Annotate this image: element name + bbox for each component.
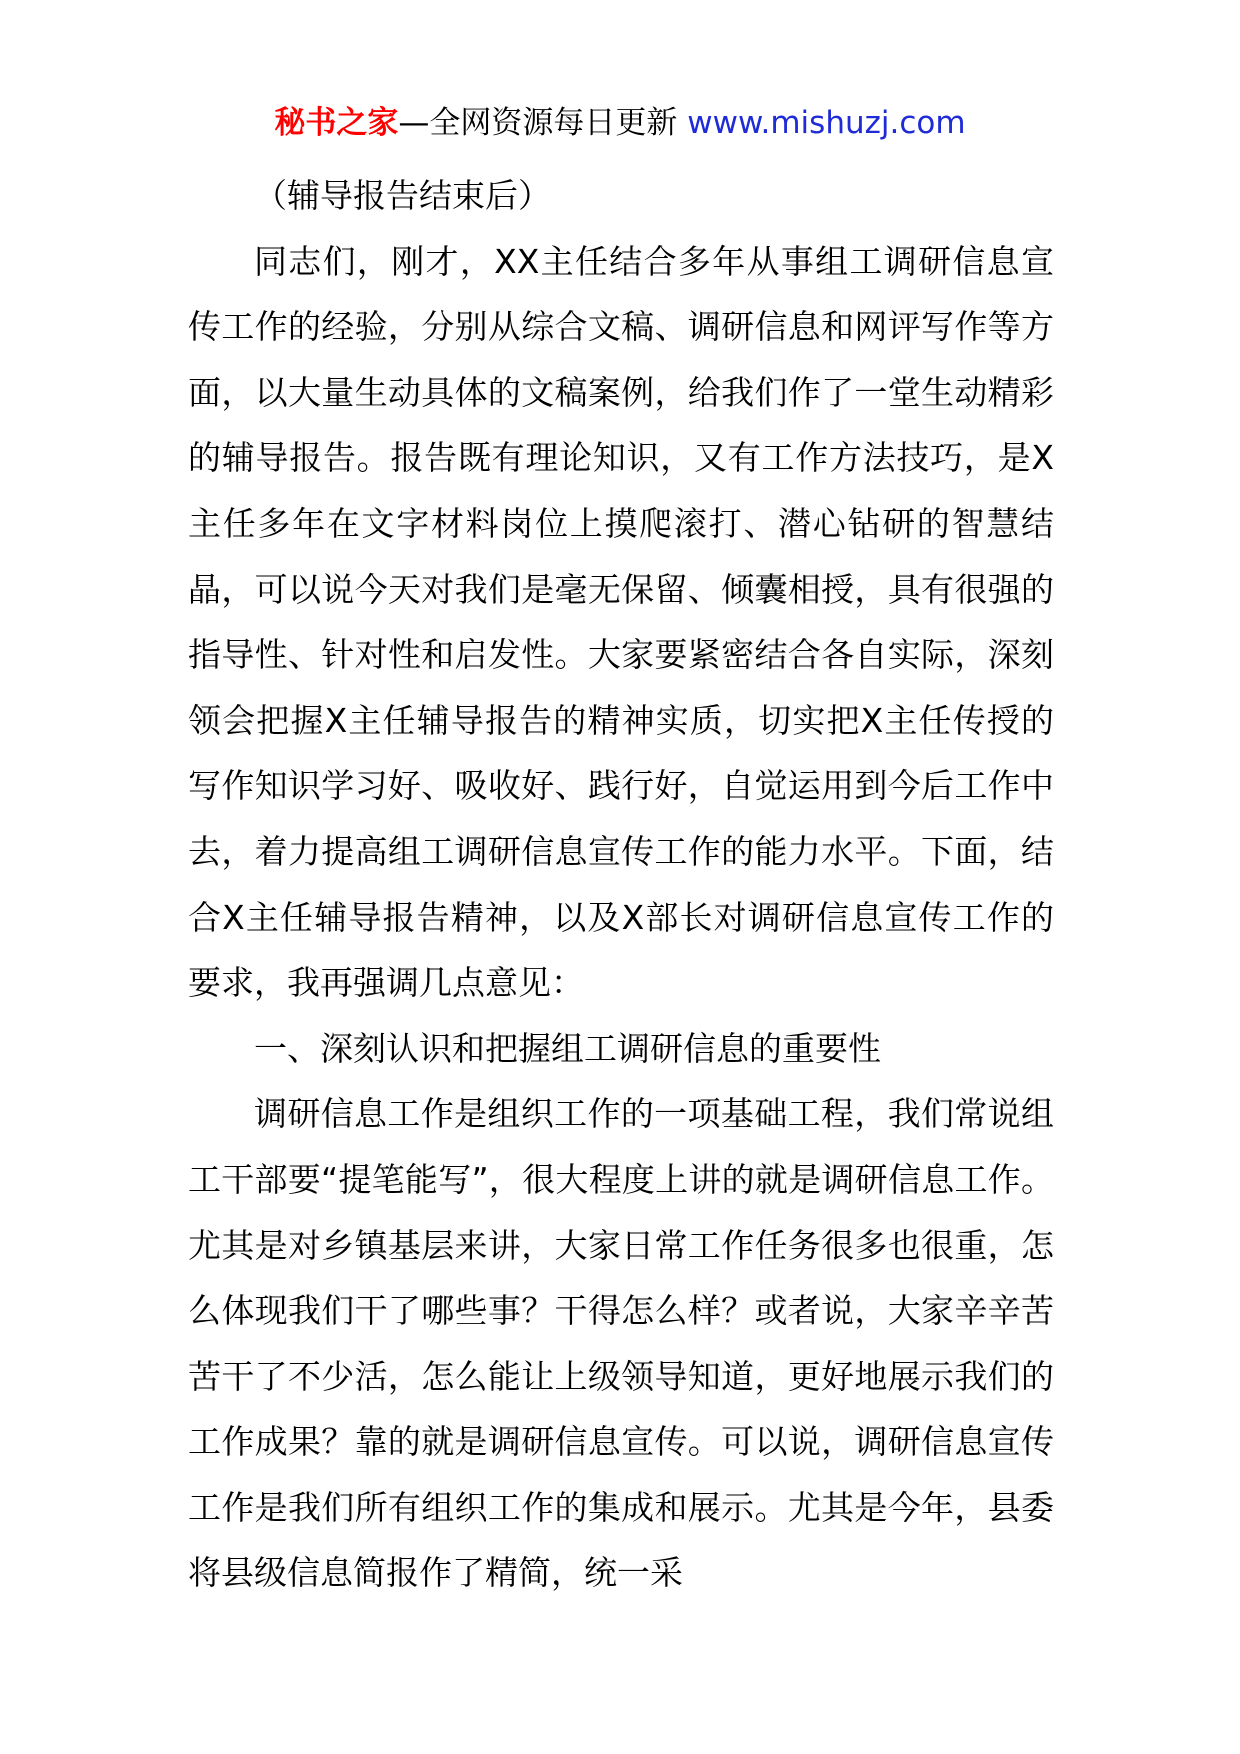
opening-note: （辅导报告结束后） [254,176,551,215]
brand-name: 秘书之家 [274,105,399,141]
header-slogan: —全网资源每日更新 [398,105,678,141]
site-url-link[interactable]: www.mishuzj.com [687,105,966,141]
body-paragraph: 调研信息工作是组织工作的一项基础工程，我们常说组工干部要“提笔能写”，很大程度上讲的就是调研信息工作。尤其是对乡镇基层来讲，大家日常工作任务很多也很重，怎么体现我们干了哪些事？干得怎么样？或者说，大家辛辛苦苦干了不少活，怎么能让上级领导知道，更好地展示我们的工作成果？靠的就是调研信息宣传。可以说，调研信息宣传工作是我们所有组织工作的集成和展示。尤其是今年，县委将县级信息简报作了精简，统一采 [188,1094,1054,1593]
page-header [0,100,1240,146]
body-paragraph: 同志们，刚才，XX主任结合多年从事组工调研信息宣传工作的经验，分别从综合文稿、调研信息和网评写作等方面，以大量生动具体的文稿案例，给我们作了一堂生动精彩的辅导报告。报告既有理论知识，又有工作方法技巧，是X主任多年在文字材料岗位上摸爬滚打、潜心钻研的智慧结晶，可以说今天对我们是毫无保留、倾囊相授，具有很强的指导性、针对性和启发性。大家要紧密结合各自实际，深刻领会把握X主任辅导报告的精神实质，切实把X主任传授的写作知识学习好、吸收好、践行好，自觉运用到今后工作中去，着力提高组工调研信息宣传工作的能力水平。下面，结合X主任辅导报告精神，以及X部长对调研信息宣传工作的要求，我再强调几点意见： [188,241,1054,1003]
document-body [188,163,1054,1606]
section-heading: 一、深刻认识和把握组工调研信息的重要性 [254,1028,881,1068]
